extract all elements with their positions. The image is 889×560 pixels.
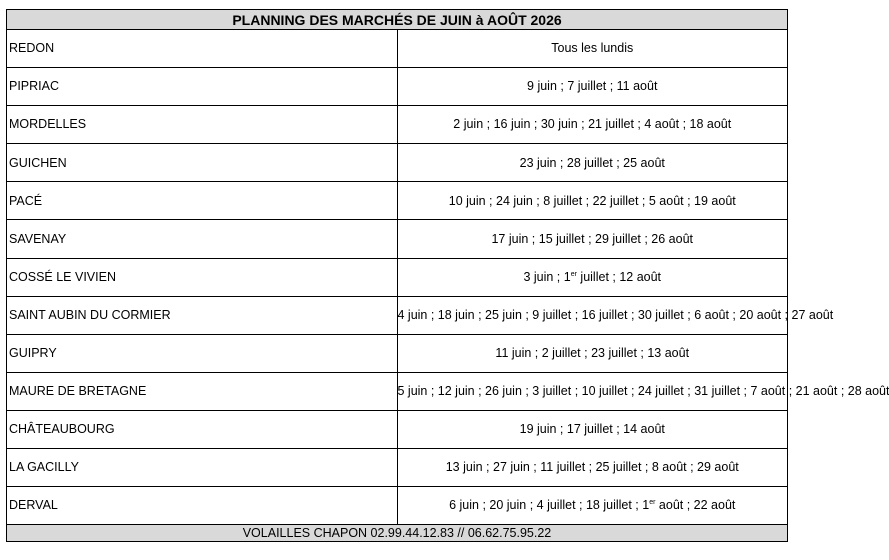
table-row [7, 144, 788, 182]
city-cell: MAURE DE BRETAGNE [7, 372, 398, 410]
table-row [7, 258, 788, 296]
table-row [7, 449, 788, 487]
dates-cell: 11 juin ; 2 juillet ; 23 juillet ; 13 août [397, 334, 788, 372]
city-cell: SAVENAY [7, 220, 398, 258]
table-row [7, 372, 788, 410]
table-row [7, 410, 788, 448]
dates-cell: 23 juin ; 28 juillet ; 25 août [397, 144, 788, 182]
dates-cell: 2 juin ; 16 juin ; 30 juin ; 21 juillet ; 4 août ; 18 août [397, 106, 788, 144]
dates-text: août ; 22 août [655, 498, 736, 513]
city-cell: DERVAL [7, 487, 398, 525]
contact-footer: VOLAILLES CHAPON 02.99.44.12.83 // 06.62.75.95.22 [7, 525, 788, 542]
dates-cell [397, 258, 788, 296]
dates-cell: 4 juin ; 18 juin ; 25 juin ; 9 juillet ; 16 juillet ; 30 juillet ; 6 août ; 20 août ; 27 août [397, 296, 788, 334]
city-cell: MORDELLES [7, 106, 398, 144]
table-row [7, 30, 788, 68]
schedule-title: PLANNING DES MARCHÉS DE JUIN à AOÛT 2026 [7, 10, 788, 30]
city-cell: COSSÉ LE VIVIEN [7, 258, 398, 296]
dates-text: 6 juin ; 20 juin ; 4 juillet ; 18 juillet ; 1 [449, 498, 650, 513]
city-cell: PIPRIAC [7, 68, 398, 106]
market-schedule-table [6, 9, 889, 542]
table-row [7, 296, 788, 334]
dates-cell: 5 juin ; 12 juin ; 26 juin ; 3 juillet ; 10 juillet ; 24 juillet ; 31 juillet ; 7 août ; 21 août ; 28 août [397, 372, 788, 410]
ordinal-suffix: er [570, 270, 577, 278]
footer-row [7, 525, 788, 542]
title-row [7, 10, 788, 30]
table-row [7, 220, 788, 258]
city-cell: CHÂTEAUBOURG [7, 410, 398, 448]
dates-cell: 19 juin ; 17 juillet ; 14 août [397, 410, 788, 448]
table-row [7, 182, 788, 220]
dates-text: juillet ; 12 août [576, 269, 662, 284]
dates-cell: 9 juin ; 7 juillet ; 11 août [397, 68, 788, 106]
dates-cell [397, 487, 788, 525]
dates-cell: 13 juin ; 27 juin ; 11 juillet ; 25 juillet ; 8 août ; 29 août [397, 449, 788, 487]
city-cell: GUICHEN [7, 144, 398, 182]
table-row [7, 334, 788, 372]
dates-text: 3 juin ; 1 [523, 269, 571, 284]
ordinal-suffix: er [649, 499, 656, 507]
city-cell: GUIPRY [7, 334, 398, 372]
city-cell: SAINT AUBIN DU CORMIER [7, 296, 398, 334]
table-row [7, 487, 788, 525]
table-row [7, 106, 788, 144]
dates-cell: Tous les lundis [397, 30, 788, 68]
city-cell: REDON [7, 30, 398, 68]
dates-cell: 17 juin ; 15 juillet ; 29 juillet ; 26 août [397, 220, 788, 258]
city-cell: PACÉ [7, 182, 398, 220]
dates-cell: 10 juin ; 24 juin ; 8 juillet ; 22 juillet ; 5 août ; 19 août [397, 182, 788, 220]
table-row [7, 68, 788, 106]
city-cell: LA GACILLY [7, 449, 398, 487]
